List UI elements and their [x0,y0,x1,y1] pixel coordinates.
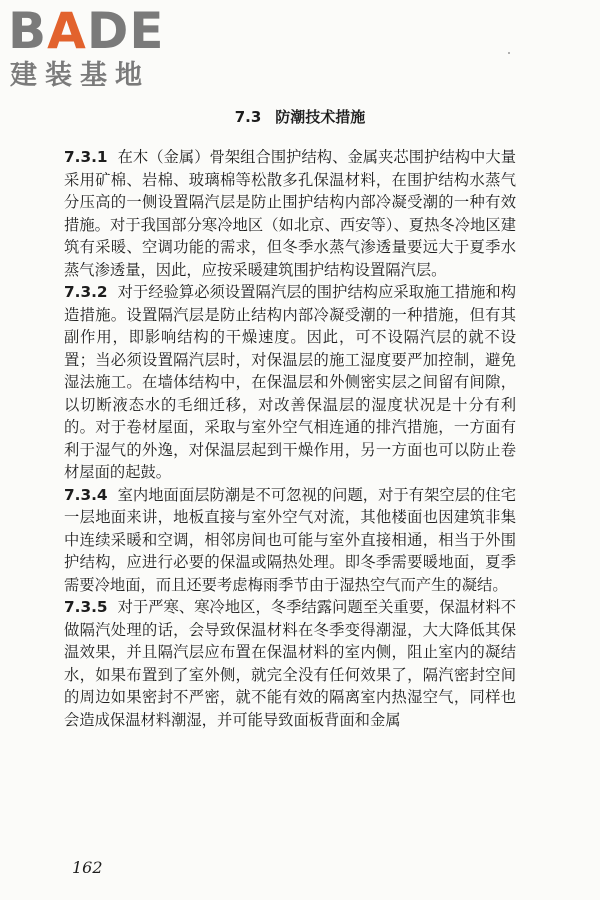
paragraph [64,484,516,597]
clause-number: 7.3.1 [64,148,108,166]
logo-subtitle: 建装基地 [10,60,150,91]
section-number: 7.3 [234,108,262,126]
scan-speck [508,52,510,54]
paragraph-text: 对于经验算必须设置隔汽层的围护结构应采取施工措施和构造措施。设置隔汽层是防止结构内部冷凝受潮的一种措施，但有其副作用，即影响结构的干燥速度。因此，可不设隔汽层的就不设置；当必须设置隔汽层时，对保温层的施工湿度要严加控制，避免湿法施工。在墙体结构中，在保温层和外侧密实层之间留有间隙，以切断液态水的毛细迁移，对改善保温层的湿度状况是十分有利的。对于卷材屋面，采取与室外空气相连通的排汽措施，一方面有利于湿气的外逸，对保温层起到干燥作用，另一方面也可以防止卷材屋面的起鼓。 [64,283,516,481]
paragraph [64,281,516,484]
page-number: 162 [72,858,103,877]
clause-number: 7.3.2 [64,283,108,301]
bade-logo [6,4,176,96]
paragraph [64,596,516,731]
clause-number: 7.3.4 [64,485,108,504]
paragraph-text: 对于严寒、寒冷地区，冬季结露问题至关重要，保温材料不做隔汽处理的话，会导致保温材料在冬季变得潮湿，大大降低其保温效果，并且隔汽层应布置在保温材料的室内侧，阻止室内的凝结水，如果布置到了室外侧，就完全没有任何效果了，隔汽密封空间的周边如果密封不严密，就不能有效的隔离室内热湿空气，同样也会造成保温材料潮湿，并可能导致面板背面和金属 [64,598,516,729]
paragraph-text: 室内地面面层防潮是不可忽视的问题，对于有架空层的住宅一层地面来讲，地板直接与室外空气对流，其他楼面也因建筑非集中连续采暖和空调，相邻房间也可能与室外直接相通，相当于外围护结构，应进行必要的保温或隔热处理。即冬季需要暖地面，夏季需要冷地面，而且还要考虑梅雨季节由于湿热空气而产生的凝结。 [64,485,516,594]
section-heading [0,106,600,127]
section-title: 防潮技术措施 [275,108,366,126]
logo-wordmark: BADE [8,2,165,60]
body-text [64,146,516,731]
paragraph-text: 在木（金属）骨架组合围护结构、金属夹芯围护结构中大量采用矿棉、岩棉、玻璃棉等松散多孔保温材料，在围护结构水蒸气分压高的一侧设置隔汽层是防止围护结构内部冷凝受潮的一种有效措施。对于我国部分寒冷地区（如北京、西安等）、夏热冬冷地区建筑有采暖、空调功能的需求，但冬季水蒸气渗透量要远大于夏季水蒸气渗透量，因此，应按采暖建筑围护结构设置隔汽层。 [64,148,516,279]
paragraph [64,146,516,281]
clause-number: 7.3.5 [64,598,108,616]
